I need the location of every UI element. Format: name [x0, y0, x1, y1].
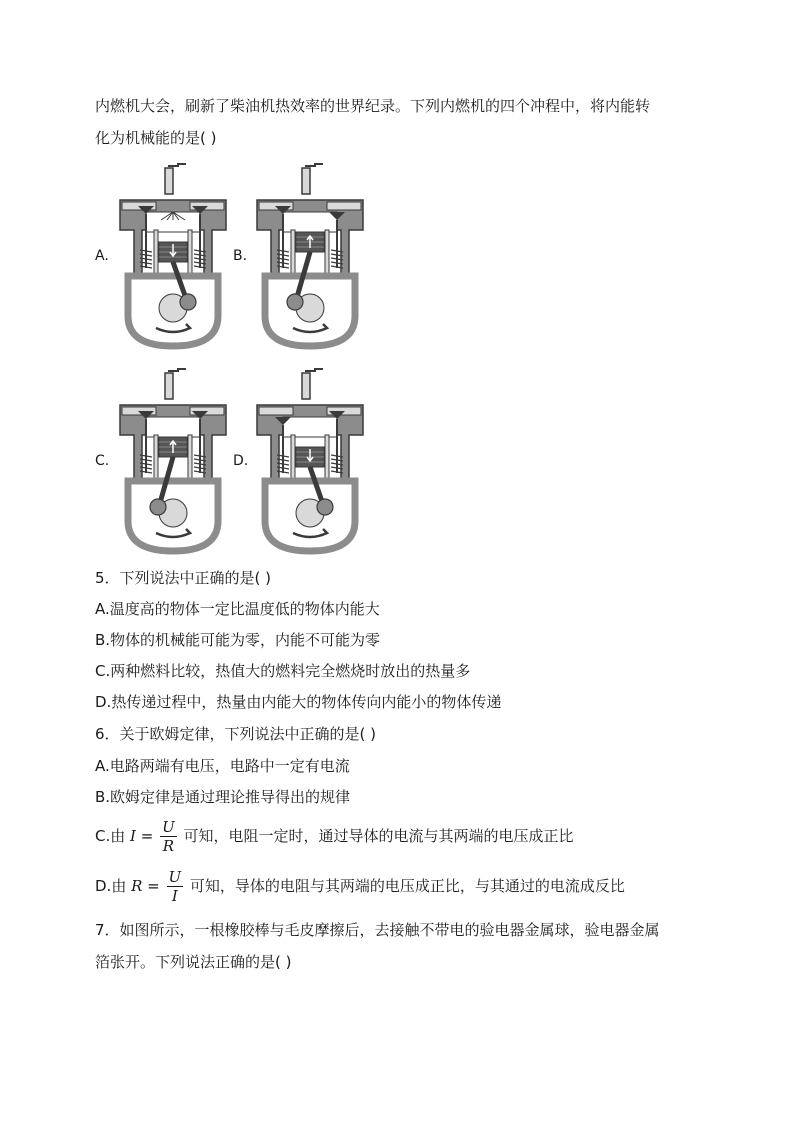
cylinder-wall-left: [154, 435, 158, 481]
q6-c-prefix: C.由: [95, 827, 131, 845]
q6-option-b: B.欧姆定律是通过理论推导得出的规律: [95, 788, 351, 806]
crank-pin: [180, 294, 196, 310]
q7-stem-line1: 7．如图所示，一根橡胶棒与毛皮摩擦后，去接触不带电的验电器金属球，验电器金属: [95, 921, 660, 939]
q4-option-a-label: A.: [95, 248, 109, 264]
spark-plug-icon: [165, 168, 173, 194]
q6-stem: 6．关于欧姆定律，下列说法中正确的是( ): [95, 725, 377, 743]
cylinder-wall-right: [325, 230, 329, 276]
q6-option-c: [95, 816, 574, 856]
spark-plug-wire: [168, 369, 186, 371]
spark-plug-wire: [305, 164, 323, 166]
spark-plug-wire: [168, 164, 186, 166]
crank-pin: [150, 499, 166, 515]
q5-stem: 5．下列说法中正确的是( ): [95, 569, 272, 587]
q6-d-fraction: [167, 868, 184, 905]
q6-d-suffix: 可知，导体的电阻与其两端的电压成正比，与其通过的电流成反比: [185, 877, 625, 895]
q4-option-c-label: C.: [95, 453, 110, 469]
combustion-chamber: [283, 417, 337, 437]
engine-diagram-c: [108, 365, 238, 555]
q4-option-d-label: D.: [233, 453, 249, 469]
engine-diagram-d: [245, 365, 375, 555]
q6-c-lhs: I: [130, 827, 136, 845]
q6-c-suffix: 可知，电阻一定时，通过导体的电流与其两端的电压成正比: [178, 827, 574, 845]
q6-c-eq: =: [135, 827, 159, 845]
q6-c-fraction: [160, 818, 177, 855]
spark-plug-icon: [165, 373, 173, 399]
q5-option-a: A.温度高的物体一定比温度低的物体内能大: [95, 600, 380, 618]
spark-plug-icon: [302, 373, 310, 399]
q6-option-a: A.电路两端有电压，电路中一定有电流: [95, 757, 350, 775]
q6-d-lhs: R: [131, 877, 143, 895]
crank-pin: [317, 499, 333, 515]
cylinder-wall-right: [325, 435, 329, 481]
q5-option-c: C.两种燃料比较，热值大的燃料完全燃烧时放出的热量多: [95, 662, 471, 680]
q6-d-numerator: U: [168, 868, 182, 886]
cylinder-wall-right: [188, 435, 192, 481]
q4-option-b-label: B.: [233, 248, 248, 264]
combustion-chamber: [146, 417, 200, 437]
q5-option-d: D.热传递过程中，热量由内能大的物体传向内能小的物体传递: [95, 693, 502, 711]
q5-option-b: B.物体的机械能可能为零，内能不可能为零: [95, 631, 381, 649]
q6-option-d: [95, 866, 625, 906]
cylinder-wall-left: [291, 230, 295, 276]
spark-plug-wire: [305, 369, 323, 371]
exhaust-port: [327, 202, 361, 210]
q7-stem-line2: 箔张开。下列说法正确的是( ): [95, 953, 292, 971]
crank-pin: [287, 294, 303, 310]
q6-d-denominator: I: [171, 887, 178, 905]
q4-stem-line1: 内燃机大会，刷新了柴油机热效率的世界纪录。下列内燃机的四个冲程中，将内能转: [95, 97, 651, 115]
cylinder-wall-left: [291, 435, 295, 481]
cylinder-wall-left: [154, 230, 158, 276]
cylinder-wall-right: [188, 230, 192, 276]
spark-plug-icon: [302, 168, 310, 194]
q4-stem-line2: 化为机械能的是( ): [95, 129, 217, 147]
q6-d-eq: =: [142, 877, 165, 895]
combustion-chamber: [283, 212, 337, 232]
engine-diagram-b: [245, 160, 375, 350]
intake-port: [259, 407, 293, 415]
engine-diagram-a: [108, 160, 238, 350]
q6-c-denominator: R: [162, 837, 175, 855]
q6-d-prefix: D.由: [95, 877, 132, 895]
q6-c-numerator: U: [162, 818, 175, 836]
